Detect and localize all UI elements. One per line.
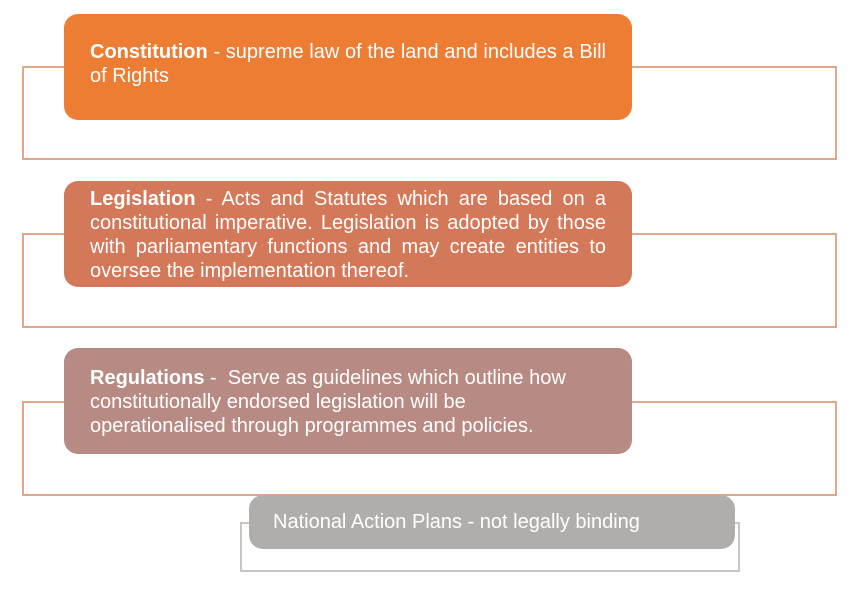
national-action-plans-text: National Action Plans - not legally binding xyxy=(273,511,640,533)
regulations-box xyxy=(64,348,632,454)
constitution-description: supreme law of the land and includes a Bill of Rights xyxy=(90,41,606,87)
constitution-term: Constitution xyxy=(90,41,208,63)
regulations-description: Serve as guidelines which outline how constitutionally endorsed legislation will be operationalised through programmes and policies. xyxy=(90,367,566,437)
national-action-plans-box xyxy=(249,495,735,549)
constitution-box xyxy=(64,14,632,120)
constitution-separator: - xyxy=(207,41,226,63)
legislation-description: Acts and Statutes which are based on a constitutional imperative. Legislation is adopted by those with parliamentary functions and may create entities to oversee the implementation thereof. xyxy=(90,188,606,282)
regulations-term: Regulations xyxy=(90,367,205,389)
legislation-separator: - xyxy=(195,188,222,210)
legislation-box xyxy=(64,181,632,287)
legislation-term: Legislation xyxy=(90,188,196,210)
regulations-separator: - xyxy=(204,367,228,389)
